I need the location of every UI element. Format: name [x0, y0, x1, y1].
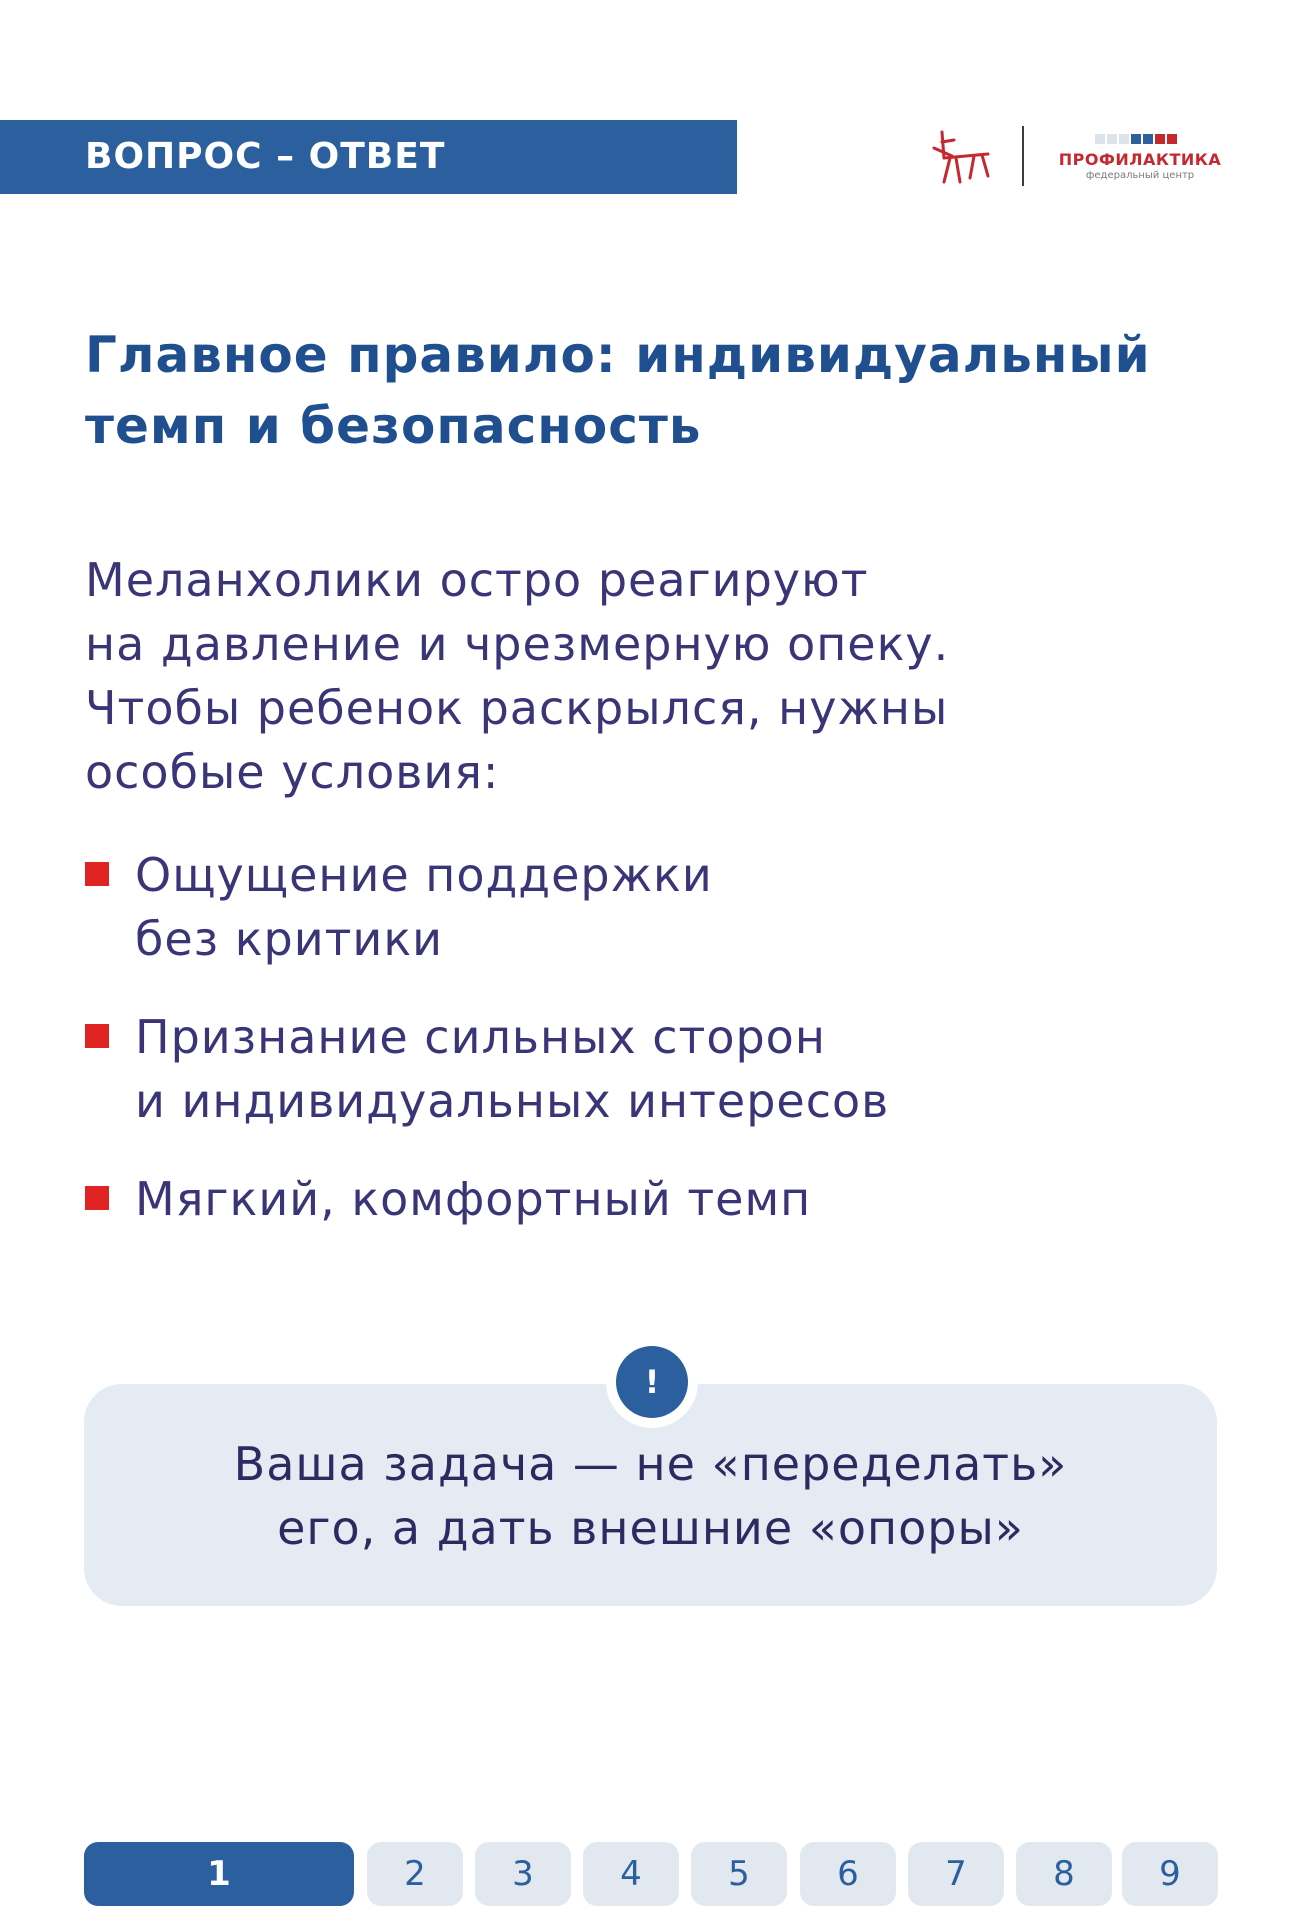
logo-divider — [1022, 126, 1024, 186]
chair-logo-icon — [930, 128, 1000, 184]
page-tab-9[interactable]: 9 — [1122, 1842, 1218, 1906]
list-item-text: без критики — [135, 912, 444, 966]
list-item — [85, 843, 1235, 971]
page-tab-1[interactable]: 1 — [84, 1842, 354, 1906]
conditions-list — [85, 843, 1235, 1265]
page-tab-7[interactable]: 7 — [908, 1842, 1004, 1906]
intro-line: Чтобы ребенок раскрылся, нужны — [85, 681, 949, 735]
exclamation-icon: ! — [616, 1346, 688, 1418]
bullet-square-icon — [85, 1024, 109, 1048]
page-tab-3[interactable]: 3 — [475, 1842, 571, 1906]
pagination — [84, 1842, 1218, 1906]
intro-line: Меланхолики остро реагируют — [85, 553, 869, 607]
page-tab-4[interactable]: 4 — [583, 1842, 679, 1906]
list-item-text: и индивидуальных интересов — [135, 1074, 890, 1128]
logo-subtitle: федеральный центр — [1085, 170, 1195, 181]
page-title-line: темп и безопасность — [85, 397, 702, 455]
list-item-text: Ощущение поддержки — [135, 848, 713, 902]
intro-line: на давление и чрезмерную опеку. — [85, 617, 950, 671]
page-tab-6[interactable]: 6 — [800, 1842, 896, 1906]
callout-text — [84, 1432, 1217, 1560]
logo-title: ПРОФИЛАКТИКА — [1058, 150, 1222, 169]
list-item — [85, 1005, 1235, 1133]
page-title — [85, 320, 1235, 462]
page-tab-8[interactable]: 8 — [1016, 1842, 1112, 1906]
callout-line: его, а дать внешние «опоры» — [277, 1501, 1024, 1555]
intro-paragraph — [85, 548, 1235, 804]
list-item-text: Мягкий, комфортный темп — [135, 1172, 812, 1226]
page-tab-2[interactable]: 2 — [367, 1842, 463, 1906]
logo — [930, 120, 1230, 190]
list-item — [85, 1167, 1235, 1231]
exclamation-badge — [606, 1336, 698, 1428]
page-tab-5[interactable]: 5 — [691, 1842, 787, 1906]
section-header-bar — [0, 120, 737, 194]
page-title-line: Главное правило: индивидуальный — [85, 326, 1151, 384]
callout-line: Ваша задача — не «переделать» — [233, 1437, 1068, 1491]
section-label: ВОПРОС – ОТВЕТ — [85, 136, 446, 177]
bullet-square-icon — [85, 1186, 109, 1210]
flag-icon — [1095, 134, 1185, 144]
list-item-text: Признание сильных сторон — [135, 1010, 826, 1064]
bullet-square-icon — [85, 862, 109, 886]
intro-line: особые условия: — [85, 745, 500, 799]
